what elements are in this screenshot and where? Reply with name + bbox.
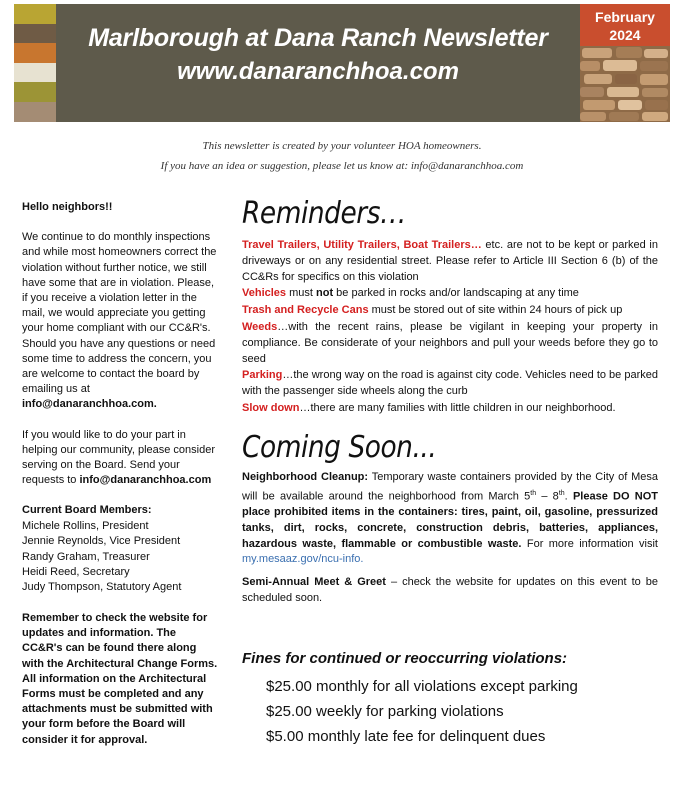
cleanup-text: – 8 xyxy=(536,490,559,503)
reminder-item xyxy=(242,238,658,285)
issue-year: 2024 xyxy=(609,27,641,43)
swatch xyxy=(14,43,56,63)
reminder-text: …with the recent rains, please be vigilant in keeping your property in compliance. Be considerate of your neighbors and pull your weeds before they go to seed xyxy=(242,320,658,365)
board-member: Judy Thompson, Statutory Agent xyxy=(22,581,182,594)
reminder-text: must xyxy=(286,287,316,300)
swatch xyxy=(14,82,56,102)
reminder-item xyxy=(242,303,658,319)
swatch xyxy=(14,102,56,122)
board-title: Current Board Members: xyxy=(22,504,152,517)
fine-item: $5.00 monthly late fee for delinquent dues xyxy=(266,728,546,745)
cleanup-link[interactable]: my.mesaaz.gov/ncu-info. xyxy=(242,553,364,566)
greeting: Hello neighbors!! xyxy=(22,201,113,213)
board-invite-paragraph xyxy=(22,428,218,489)
reminder-item xyxy=(242,368,658,400)
board-invite-email[interactable]: info@danaranchhoa.com xyxy=(79,474,212,487)
reminder-item xyxy=(242,320,658,367)
color-swatches xyxy=(14,4,56,122)
reminder-item xyxy=(242,401,658,417)
issue-month: February xyxy=(595,9,655,25)
cleanup-lead: Neighborhood Cleanup: xyxy=(242,470,369,483)
reminder-lead: Trash and Recycle Cans xyxy=(242,304,369,317)
board-member: Jennie Reynolds, Vice President xyxy=(22,535,181,548)
ordinal: th xyxy=(530,489,537,497)
reminder-text: …there are many families with little children in our neighborhood. xyxy=(299,401,616,414)
inspection-paragraph xyxy=(22,230,218,412)
reminders-heading: Reminders… xyxy=(242,196,406,231)
left-column xyxy=(22,200,218,763)
reminder-lead: Parking xyxy=(242,369,283,382)
cleanup-text: For more information visit xyxy=(521,537,658,550)
cleanup-text: . xyxy=(564,490,573,503)
reminder-lead: Weeds xyxy=(242,320,278,333)
intro-line-1: This newsletter is created by your volunteer HOA homeowners. xyxy=(202,140,482,152)
ordinal: th xyxy=(558,489,565,497)
reminder-emphasis: not xyxy=(316,287,334,300)
cleanup-paragraph xyxy=(242,470,658,568)
intro-note xyxy=(0,136,684,176)
fines-list xyxy=(266,674,578,749)
cleanup-text: Temporary waste containers provided by the City of Mesa will be available around the neighborhood from March 5 xyxy=(242,470,659,503)
cleanup-warning: Please DO NOT place prohibited items in the containers: tires, paint, oil, gasoline, pressurized tanks, dirt, rocks, concrete, construction debris, batteries, appliances, hazardous waste, flammable or combustible waste. xyxy=(242,490,658,550)
fine-item: $25.00 monthly for all violations except parking xyxy=(266,678,578,695)
swatch xyxy=(14,63,56,83)
issue-date xyxy=(580,4,670,46)
intro-line-2: If you have an idea or suggestion, please let us know at: info@danaranchhoa.com xyxy=(160,160,524,172)
reminder-text: …the wrong way on the road is against city code. Vehicles need to be parked with the passenger side wheels along the curb xyxy=(242,369,658,398)
coming-soon-heading: Coming Soon... xyxy=(242,429,437,465)
meet-greet-lead: Semi-Annual Meet & Greet xyxy=(242,576,386,589)
website-url[interactable]: www.danaranchhoa.com xyxy=(177,58,459,85)
board-invite-text: If you would like to do your part in helping our community, please consider serving on the Board. Send your requests to xyxy=(22,428,216,487)
swatch xyxy=(14,24,56,44)
meet-greet-paragraph xyxy=(242,575,658,607)
reminder-lead: Travel Trailers, Utility Trailers, Boat Trailers… xyxy=(242,239,482,251)
fines-title: Fines for continued or reoccurring violations: xyxy=(242,650,568,667)
stone-wall-image xyxy=(580,46,670,122)
board-member: Randy Graham, Treasurer xyxy=(22,550,150,563)
reminder-item xyxy=(242,286,658,302)
reminder-lead: Vehicles xyxy=(242,287,287,300)
board-member: Michele Rollins, President xyxy=(22,519,149,532)
board-member: Heidi Reed, Secretary xyxy=(22,566,130,579)
reminder-lead: Slow down xyxy=(242,401,300,414)
meet-greet-text: – check the website for updates on this event to be scheduled soon. xyxy=(242,576,659,604)
reminder-text: be parked in rocks and/or landscaping at any time xyxy=(333,287,579,300)
inspection-text: We continue to do monthly inspections and while most homeowners correct the violation without further notice, we still have some that are in violation. Please, if you receive a violation letter in the mail, we would appreciate you getting your home compliant with our CC&R's. Should you have any questions or need some time to address the concern, you are welcome to contact the board by emailing us at xyxy=(22,231,217,396)
header-banner xyxy=(56,4,580,122)
swatch xyxy=(14,4,56,24)
newsletter-title: Marlborough at Dana Ranch Newsletter xyxy=(88,24,548,52)
fine-item: $25.00 weekly for parking violations xyxy=(266,703,504,720)
website-reminder: Remember to check the website for updates and information. The CC&R's can be found there along with the Architectural Change Forms. All information on the Architectural Forms must be completed and any attachments must be submitted with your form before the Board will consider it for approval. xyxy=(22,611,218,746)
reminder-text: must be stored out of site within 24 hours of pick up xyxy=(368,304,623,317)
reminder-text: etc. are not to be kept or parked in driveways or on any residential street. Please refer to Article III Section 6 (b) of the CC&Rs for specifics on this violation xyxy=(242,239,658,283)
contact-email[interactable]: info@danaranchhoa.com. xyxy=(22,398,157,411)
board-members xyxy=(22,503,218,595)
right-column xyxy=(242,196,658,608)
